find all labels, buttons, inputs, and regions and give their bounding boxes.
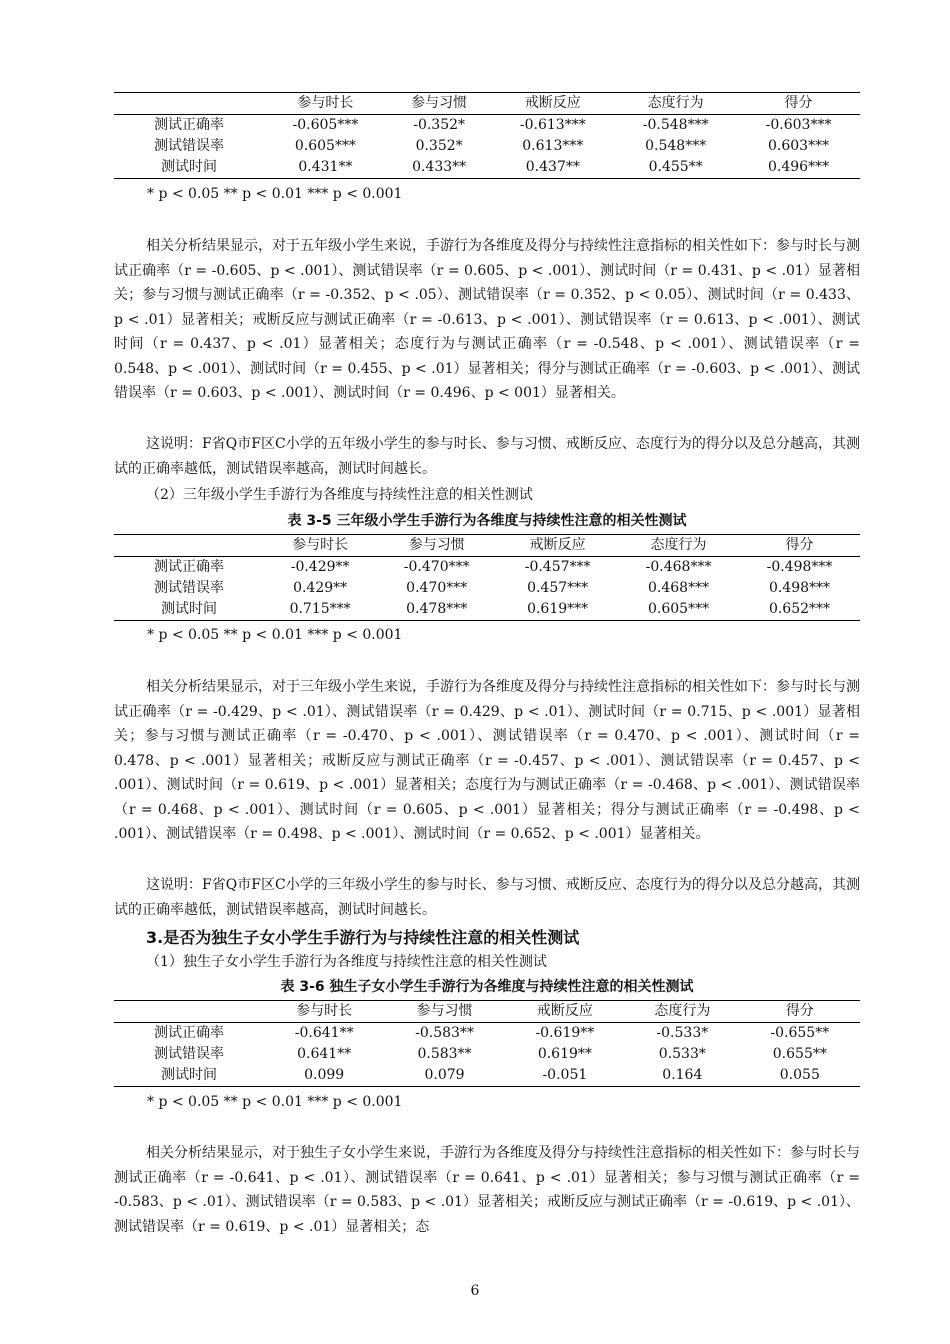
table-cell: -0.613*** — [519, 117, 586, 133]
table-caption-3-6: 表 3-6 独生子女小学生手游行为各维度与持续性注意的相关性测试 — [280, 979, 694, 995]
table-cell: 0.431** — [264, 157, 387, 179]
row-label: 测试错误率 — [154, 580, 224, 596]
table-cell: -0.583** — [415, 1025, 474, 1041]
table-cell: 0.164 — [625, 1065, 740, 1087]
table-cell: 0.437** — [491, 157, 614, 179]
column-header: 得分 — [739, 535, 860, 557]
table-row — [114, 136, 860, 157]
table-cell: 0.641** — [297, 1046, 352, 1062]
table-cell: -0.352* — [413, 117, 466, 133]
table-row — [114, 1023, 860, 1045]
row-label: 测试正确率 — [154, 1025, 224, 1041]
table-cell: 0.603*** — [768, 138, 830, 154]
subheading-only-child: （1）独生子女小学生手游行为各维度与持续性注意的相关性测试 — [146, 954, 547, 970]
table-corner-cell — [114, 93, 264, 115]
column-header: 得分 — [740, 1001, 860, 1023]
significance-note: * p < 0.05 ** p < 0.01 *** p < 0.001 — [147, 627, 403, 643]
column-header: 参与习惯 — [384, 1001, 504, 1023]
table-cell: 0.433** — [387, 157, 492, 179]
table-cell: 0.352* — [415, 138, 463, 154]
column-header: 戒断反应 — [505, 1001, 625, 1023]
paragraph-grade5-result: 相关分析结果显示，对于五年级小学生来说，手游行为各维度及得分与持续性注意指标的相关性如下：参与时长与测试正确率（r = -0.605、p < .001）、测试错误率（r = 0.605、p < .001）、测试时间（r = 0.431、p < .01）显著相关；参与习惯与测试正确率（r = -0.352、p < .05）、测试错误率（r = 0.352、p < 0.05）、测试时间（r = 0.433、p < .01）显著相关；戒断反应与测试正确率（r = -0.613、p < .001）、测试错误率（r = 0.613、p < .001）、测试时间（r = 0.437、p < .01）显著相关；态度行为与测试正确率（r = -0.548、p < .001）、测试错误率（r = 0.548、p < .001）、测试时间（r = 0.455、p < .01）显著相关；得分与测试正确率（r = -0.603、p < .001）、测试错误率（r = 0.603、p < .001）、测试时间（r = 0.496、p < 001）显著相关。 — [114, 238, 860, 401]
table-corner-cell — [114, 1001, 264, 1023]
table-cell: 0.655** — [772, 1046, 827, 1062]
row-label: 测试时间 — [114, 1065, 264, 1087]
table-header-row — [114, 1001, 860, 1023]
table-cell: -0.457*** — [524, 559, 591, 575]
correlation-table-grade3 — [114, 534, 860, 621]
table-cell: 0.619** — [537, 1046, 592, 1062]
table-cell: -0.655** — [770, 1025, 830, 1041]
column-header: 参与时长 — [264, 93, 387, 115]
table-row — [114, 599, 860, 621]
table-cell: -0.533* — [656, 1025, 709, 1041]
correlation-table-grade5 — [114, 92, 860, 179]
row-label: 测试错误率 — [154, 138, 224, 154]
table-row — [114, 557, 860, 579]
table-cell: 0.498*** — [768, 580, 831, 596]
paragraph-grade3-result: 相关分析结果显示，对于三年级小学生来说，手游行为各维度及得分与持续性注意指标的相关性如下：参与时长与测试正确率（r = -0.429、p < .01）、测试错误率（r = 0.429、p < .01）、测试时间（r = 0.715、p < .001）显著相关；参与习惯与测试正确率（r = -0.470、p < .001）、测试错误率（r = 0.470、p < .001）、测试时间（r = 0.478、p < .001）显著相关；戒断反应与测试正确率（r = -0.457、p < .001）、测试错误率（r = 0.457、p < .001）、测试时间（r = 0.619、p < .001）显著相关；态度行为与测试正确率（r = -0.468、p < .001）、测试错误率（r = 0.468、p < .001）、测试时间（r = 0.605、p < .001）显著相关；得分与测试正确率（r = -0.498、p < .001）、测试错误率（r = 0.498、p < .001）、测试时间（r = 0.652、p < .001）显著相关。 — [114, 679, 860, 842]
row-label: 测试错误率 — [154, 1046, 224, 1062]
column-header: 戒断反应 — [491, 93, 614, 115]
column-header: 参与习惯 — [387, 93, 492, 115]
table-cell: -0.429** — [290, 559, 350, 575]
column-header: 得分 — [737, 93, 860, 115]
table-cell: 0.533* — [658, 1046, 706, 1062]
table-cell: 0.468*** — [648, 580, 710, 596]
row-label: 测试正确率 — [154, 559, 224, 575]
table-cell: -0.470*** — [403, 559, 470, 575]
table-cell: -0.468*** — [645, 559, 712, 575]
table-cell: 0.079 — [384, 1065, 504, 1087]
table-body — [114, 115, 860, 179]
table-caption-3-5: 表 3-5 三年级小学生手游行为各维度与持续性注意的相关性测试 — [287, 513, 687, 529]
table-cell: 0.478*** — [376, 599, 497, 621]
row-label: 测试正确率 — [154, 117, 224, 133]
table-cell: -0.605*** — [292, 117, 359, 133]
row-label: 测试时间 — [114, 599, 264, 621]
table-cell: 0.457*** — [527, 580, 589, 596]
table-cell: 0.605*** — [618, 599, 739, 621]
table-cell: -0.548*** — [642, 117, 709, 133]
page-number: 6 — [470, 1283, 480, 1299]
table-cell: -0.051 — [505, 1065, 625, 1087]
table-cell: 0.605*** — [294, 138, 356, 154]
table-cell: 0.548*** — [645, 138, 707, 154]
subheading-grade3: （2）三年级小学生手游行为各维度与持续性注意的相关性测试 — [146, 487, 533, 503]
table-cell: 0.619*** — [497, 599, 618, 621]
table-row — [114, 1044, 860, 1065]
column-header: 参与时长 — [264, 535, 376, 557]
column-header: 态度行为 — [625, 1001, 740, 1023]
table-row — [114, 115, 860, 137]
table-row — [114, 1065, 860, 1087]
table-body — [114, 557, 860, 621]
table-row — [114, 578, 860, 599]
paragraph-only-child-result: 相关分析结果显示，对于独生子女小学生来说，手游行为各维度及得分与持续性注意指标的相关性如下：参与时长与测试正确率（r = -0.641、p < .01）、测试错误率（r = 0.641、p < .01）显著相关；参与习惯与测试正确率（r = -0.583、p < .01）、测试错误率（r = 0.583、p < .01）显著相关；戒断反应与测试正确率（r = -0.619、p < .01）、测试错误率（r = 0.619、p < .01）显著相关；态 — [114, 1145, 860, 1235]
table-cell: 0.583** — [417, 1046, 472, 1062]
significance-note: * p < 0.05 ** p < 0.01 *** p < 0.001 — [147, 186, 403, 202]
column-header: 戒断反应 — [497, 535, 618, 557]
table-cell: 0.652*** — [739, 599, 860, 621]
column-header: 参与时长 — [264, 1001, 384, 1023]
table-header-row — [114, 535, 860, 557]
column-header: 态度行为 — [614, 93, 737, 115]
table-body — [114, 1023, 860, 1087]
table-cell: 0.715*** — [264, 599, 376, 621]
table-row — [114, 157, 860, 179]
table-corner-cell — [114, 535, 264, 557]
paragraph-grade3-conclusion: 这说明：F省Q市F区C小学的三年级小学生的参与时长、参与习惯、戒断反应、态度行为的得分以及总分越高，其测试的正确率越低，测试错误率越高，测试时间越长。 — [114, 877, 860, 918]
correlation-table-only-child — [114, 1000, 860, 1087]
table-cell: -0.603*** — [765, 117, 832, 133]
table-cell: 0.055 — [740, 1065, 860, 1087]
table-cell: 0.455** — [614, 157, 737, 179]
table-cell: -0.641** — [294, 1025, 354, 1041]
column-header: 参与习惯 — [376, 535, 497, 557]
table-cell: 0.099 — [264, 1065, 384, 1087]
paragraph-grade5-conclusion: 这说明：F省Q市F区C小学的五年级小学生的参与时长、参与习惯、戒断反应、态度行为的得分以及总分越高，其测试的正确率越低，测试错误率越高，测试时间越长。 — [114, 436, 860, 477]
table-cell: 0.470*** — [406, 580, 468, 596]
row-label: 测试时间 — [114, 157, 264, 179]
table-cell: 0.429** — [293, 580, 348, 596]
table-cell: -0.619** — [535, 1025, 595, 1041]
section-heading-3: 3.是否为独生子女小学生手游行为与持续性注意的相关性测试 — [146, 928, 580, 947]
significance-note: * p < 0.05 ** p < 0.01 *** p < 0.001 — [147, 1094, 403, 1110]
table-cell: 0.613*** — [522, 138, 584, 154]
table-cell: 0.496*** — [737, 157, 860, 179]
column-header: 态度行为 — [618, 535, 739, 557]
table-cell: -0.498*** — [766, 559, 833, 575]
table-header-row — [114, 93, 860, 115]
